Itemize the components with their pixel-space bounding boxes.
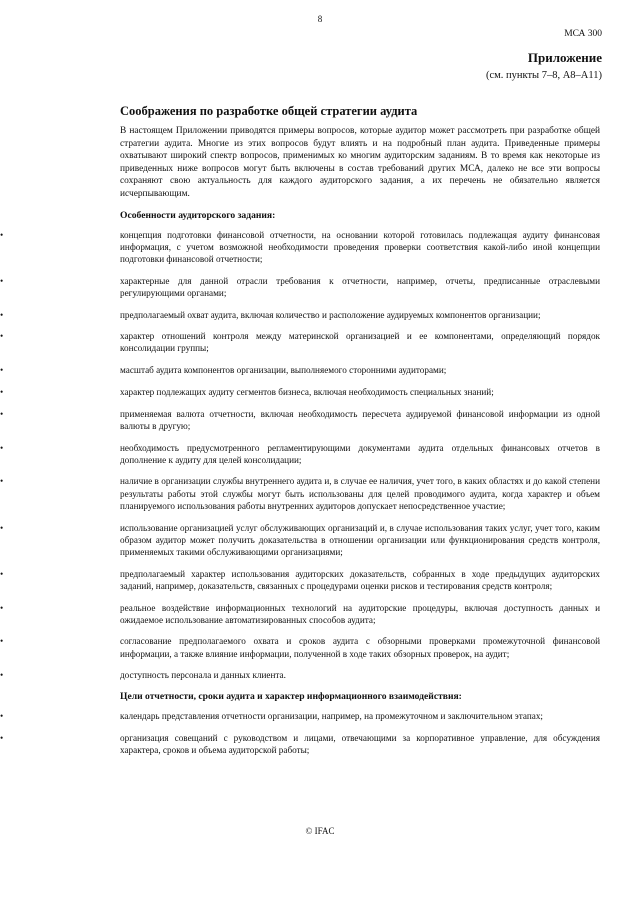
bullet-icon: •: [0, 365, 4, 376]
bullet-icon: •: [0, 408, 4, 419]
list-item-text: предполагаемый охват аудита, включая количество и расположение аудируемых компонентов организации;: [120, 309, 541, 320]
bullet-icon: •: [0, 275, 4, 286]
list-item: [0, 364, 600, 376]
list-item-text: характерные для данной отрасли требования к отчетности, например, отчеты, предписанные отраслевыми регулирующими органами;: [120, 275, 600, 298]
list-item: [0, 330, 600, 354]
list-item-text: концепция подготовки финансовой отчетности, на основании которой готовилась подлежащая аудиту финансовая информация, с учетом возможной необходимости проведения проверки соответствия какой-либо иной концепции подготовки финансовой отчетности;: [120, 229, 600, 264]
list-item-text: характер отношений контроля между материнской организацией и ее компонентами, определяющий порядок консолидации группы;: [120, 331, 600, 354]
intro-paragraph: В настоящем Приложении приводятся примеры вопросов, которые аудитор может рассмотреть при разработке общей стратегии аудита. Многие из этих вопросов будут влиять и на подробный план аудита. Приведенные примеры охватывают широкий спектр вопросов, применимых ко многим аудиторским заданиям. В то время как некоторые из приведенных ниже вопросов могут быть включены в состав требований других МСА, далеко не все эти вопросы сохраняют свою актуальность для каждого аудиторского задания, а их перечень не обязательно является исчерпывающим.: [120, 126, 600, 199]
list-item: [0, 386, 600, 398]
list-item: [0, 602, 600, 626]
appendix-title: Приложение: [527, 50, 602, 65]
list-item-text: применяемая валюта отчетности, включая необходимость пересчета аудируемой финансовой информации из одной валюты в другую;: [120, 408, 600, 431]
list-item: [0, 732, 600, 756]
bullet-icon: •: [0, 309, 4, 320]
list-item: [0, 710, 600, 722]
reporting-heading: Цели отчетности, сроки аудита и характер информационного взаимодействия:: [120, 691, 462, 703]
list-item: [0, 669, 600, 681]
bullet-icon: •: [0, 602, 4, 613]
engagement-heading: Особенности аудиторского задания:: [120, 209, 276, 221]
list-item: [0, 408, 600, 432]
bullet-icon: •: [0, 229, 4, 240]
list-item-text: использование организацией услуг обслуживающих организаций и, в случае использования таких услуг, учет того, каким образом аудитор может получить доказательства в отношении организации или функционирования средств контроля, применяемых такими обслуживающими организациями;: [120, 522, 600, 557]
list-item: [0, 635, 600, 659]
list-item-text: характер подлежащих аудиту сегментов бизнеса, включая необходимость специальных знаний;: [120, 386, 494, 397]
list-item-text: доступность персонала и данных клиента.: [120, 670, 286, 681]
list-item-text: необходимость предусмотренного регламентирующими документами аудита отдельных финансовых отчетов в дополнение к аудиту для целей консолидации;: [120, 442, 600, 465]
bullet-icon: •: [0, 568, 4, 579]
section-title: Соображения по разработке общей стратегии аудита: [120, 104, 418, 118]
list-item: [0, 309, 600, 321]
bullet-icon: •: [0, 476, 4, 487]
page-number: 8: [317, 14, 323, 24]
list-item-text: масштаб аудита компонентов организации, выполняемого сторонними аудиторами;: [120, 365, 447, 376]
list-item: [0, 275, 600, 299]
bullet-icon: •: [0, 636, 4, 647]
list-item-text: организация совещаний с руководством и лицами, отвечающими за корпоративное управление, для обсуждения характера, сроков и объема аудиторской работы;: [120, 732, 600, 755]
bullet-icon: •: [0, 522, 4, 533]
footer-copyright: © IFAC: [305, 826, 335, 836]
engagement-list: [0, 229, 600, 682]
bullet-icon: •: [0, 732, 4, 743]
list-item: [0, 475, 600, 512]
list-item-text: согласование предполагаемого охвата и сроков аудита с обзорными проверками промежуточной финансовой информации, а также влияние информации, полученной в ходе таких обзорных проверок, на аудит;: [120, 636, 600, 659]
list-item-text: календарь представления отчетности организации, например, на промежуточном и заключительном этапах;: [120, 711, 543, 722]
list-item: [0, 229, 600, 266]
list-item-text: наличие в организации службы внутреннего аудита и, в случае ее наличия, учет того, в каких областях и до какой степени результаты работы этой службы могут быть использованы для целей проводимого аудита, когда характер и объем планируемого использования работы внутренних аудиторов допускает непосредственное участие;: [120, 476, 600, 511]
document-code: МСА 300: [564, 29, 602, 39]
list-item: [0, 568, 600, 592]
list-item: [0, 442, 600, 466]
bullet-icon: •: [0, 386, 4, 397]
list-item-text: реальное воздействие информационных технологий на аудиторские процедуры, включая доступность данных и ожидаемое использование автоматизированных способов аудита;: [120, 602, 600, 625]
list-item-text: предполагаемый характер использования аудиторских доказательств, собранных в ходе предыдущих аудиторских заданий, например, доказательств, связанных с процедурами оценки рисков и тестирования средств контроля;: [120, 568, 600, 591]
document-body: [0, 125, 600, 766]
bullet-icon: •: [0, 670, 4, 681]
bullet-icon: •: [0, 331, 4, 342]
bullet-icon: •: [0, 442, 4, 453]
reporting-list: [0, 710, 600, 756]
list-item: [0, 522, 600, 559]
appendix-reference: (см. пункты 7–8, А8–А11): [485, 70, 602, 81]
bullet-icon: •: [0, 711, 4, 722]
